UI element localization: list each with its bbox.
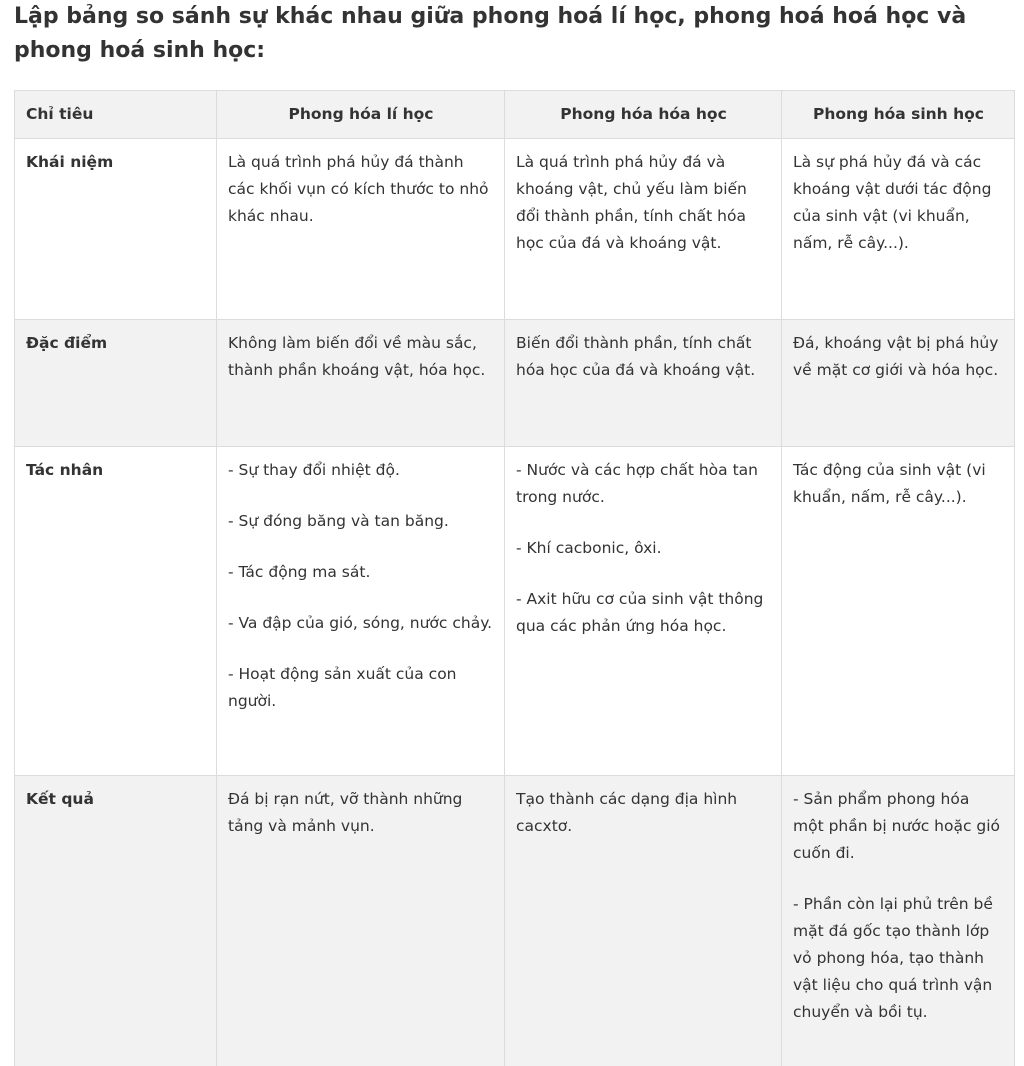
cell-agents-physical	[217, 447, 505, 776]
cell-agents-biological	[782, 447, 1015, 776]
row-label-characteristics: Đặc điểm	[15, 320, 217, 447]
cell-text: Đá, khoáng vật bị phá hủy về mặt cơ giới và hóa học.	[793, 334, 999, 379]
row-label-results: Kết quả	[15, 776, 217, 1066]
table-row-results	[15, 776, 1015, 1066]
cell-text: - Axit hữu cơ của sinh vật thông qua các phản ứng hóa học.	[516, 590, 764, 635]
cell-text: Đá bị rạn nứt, vỡ thành những tảng và mảnh vụn.	[228, 790, 463, 835]
table-header-row	[15, 91, 1015, 139]
comparison-table	[14, 90, 1015, 1066]
cell-characteristics-chemical	[505, 320, 782, 447]
table-row-agents	[15, 447, 1015, 776]
cell-text: - Tác động ma sát.	[228, 563, 371, 581]
cell-text: - Khí cacbonic, ôxi.	[516, 539, 662, 557]
cell-text: - Sự thay đổi nhiệt độ.	[228, 461, 400, 479]
cell-results-physical	[217, 776, 505, 1066]
page-title: Lập bảng so sánh sự khác nhau giữa phong hoá lí học, phong hoá hoá học và phong hoá sinh học:	[14, 4, 967, 63]
cell-agents-chemical	[505, 447, 782, 776]
cell-text: - Phần còn lại phủ trên bề mặt đá gốc tạo thành lớp vỏ phong hóa, tạo thành vật liệu cho quá trình vận chuyển và bồi tụ.	[793, 895, 993, 1021]
cell-text: Tác động của sinh vật (vi khuẩn, nấm, rễ cây...).	[793, 461, 986, 506]
cell-characteristics-biological	[782, 320, 1015, 447]
row-label-agents: Tác nhân	[15, 447, 217, 776]
cell-text: Tạo thành các dạng địa hình cacxtơ.	[516, 790, 738, 835]
cell-concept-biological	[782, 139, 1015, 320]
cell-text: Là quá trình phá hủy đá và khoáng vật, chủ yếu làm biến đổi thành phần, tính chất hóa học của đá và khoáng vật.	[516, 153, 747, 252]
cell-concept-physical	[217, 139, 505, 320]
cell-text: - Sản phẩm phong hóa một phần bị nước hoặc gió cuốn đi.	[793, 790, 1001, 862]
table-row-concept	[15, 139, 1015, 320]
cell-characteristics-physical	[217, 320, 505, 447]
header-physical-weathering: Phong hóa lí học	[217, 91, 505, 139]
cell-text: Không làm biến đổi về màu sắc, thành phần khoáng vật, hóa học.	[228, 334, 486, 379]
cell-text: Là sự phá hủy đá và các khoáng vật dưới tác động của sinh vật (vi khuẩn, nấm, rễ cây...).	[793, 153, 992, 252]
header-chemical-weathering: Phong hóa hóa học	[505, 91, 782, 139]
cell-text: - Hoạt động sản xuất của con người.	[228, 665, 457, 710]
cell-concept-chemical	[505, 139, 782, 320]
table-row-characteristics	[15, 320, 1015, 447]
cell-text: Là quá trình phá hủy đá thành các khối vụn có kích thước to nhỏ khác nhau.	[228, 153, 489, 225]
cell-text: - Va đập của gió, sóng, nước chảy.	[228, 614, 493, 632]
cell-results-chemical	[505, 776, 782, 1066]
row-label-concept: Khái niệm	[15, 139, 217, 320]
cell-text: Biến đổi thành phần, tính chất hóa học của đá và khoáng vật.	[516, 334, 756, 379]
cell-text: - Sự đóng băng và tan băng.	[228, 512, 449, 530]
header-criteria: Chỉ tiêu	[15, 91, 217, 139]
cell-results-biological	[782, 776, 1015, 1066]
header-biological-weathering: Phong hóa sinh học	[782, 91, 1015, 139]
cell-text: - Nước và các hợp chất hòa tan trong nước.	[516, 461, 758, 506]
